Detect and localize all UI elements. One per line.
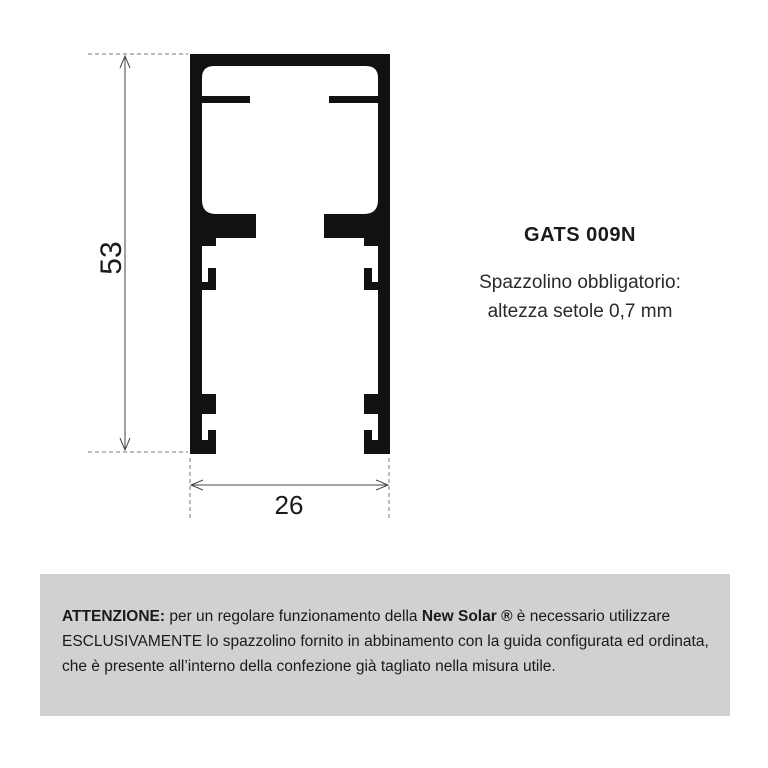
width-dimension-label: 26 — [274, 490, 304, 520]
rail-profile — [190, 54, 390, 454]
description-line-2: altezza setole 0,7 mm — [487, 301, 673, 322]
width-dimension-line — [191, 480, 388, 490]
product-code: GATS 009N — [524, 224, 636, 246]
notice-text-before-brand: per un regolare funzionamento della — [165, 608, 422, 625]
description-line-1: Spazzolino obbligatorio: — [479, 272, 681, 293]
notice-brand: New Solar ® — [421, 608, 513, 625]
warning-notice — [40, 574, 730, 716]
notice-label: ATTENZIONE: — [62, 608, 166, 625]
notice-text-after-brand: è necessario utilizzare ESCLUSIVAMENTE lo spazzolino fornito in abbinamento con la guida configurata ed ordinata, che è presente all’interno della confezione già tagliato nella misura utile. — [62, 608, 709, 675]
height-dimension-label: 53 — [95, 241, 128, 275]
product-description — [460, 268, 700, 326]
